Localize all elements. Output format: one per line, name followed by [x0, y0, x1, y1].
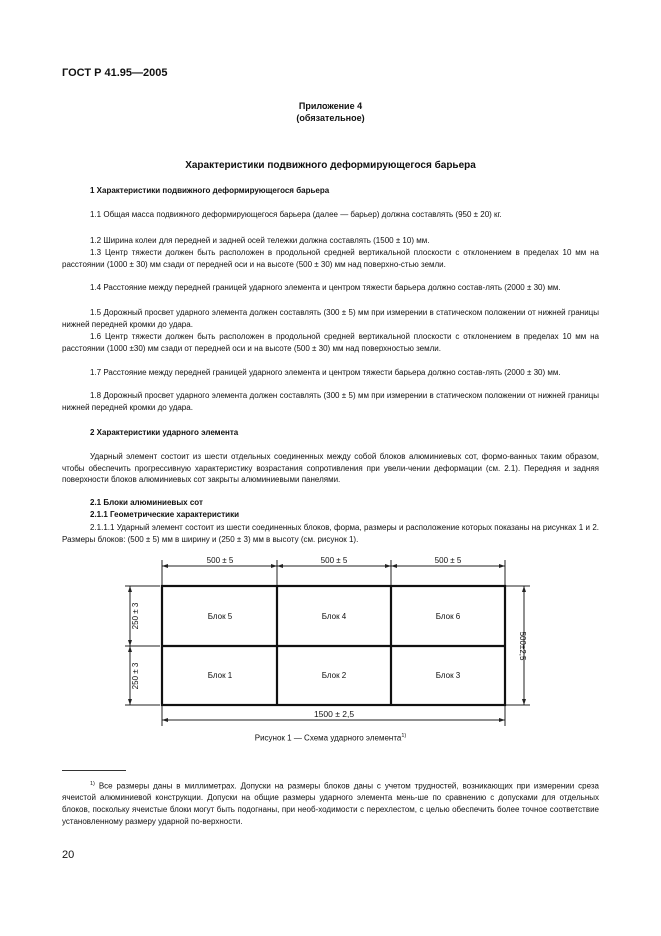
paragraph-1-1: 1.1 Общая масса подвижного деформирующегося барьера (далее — барьер) должна составлять (950 ± 20) кг. [90, 210, 502, 219]
dim-top-3: 500 ± 5 [434, 556, 462, 565]
paragraph-1-5: 1.5 Дорожный просвет ударного элемента должен составлять (300 ± 5) мм при измерении в статическом положении от нижней границы нижней передней кромки до удара. [62, 308, 599, 329]
subsection-2-1-1: 2.1.1 Геометрические характеристики [90, 510, 240, 519]
subsection-2-1: 2.1 Блоки алюминиевых сот [90, 498, 203, 507]
section-2-heading: 2 Характеристики ударного элемента [90, 428, 239, 437]
dim-right: 500±2,5 [518, 631, 527, 661]
document-header: ГОСТ Р 41.95—2005 [62, 67, 168, 79]
block-5: Блок 5 [207, 612, 233, 621]
footnote-text: Все размеры даны в миллиметрах. Допуски на размеры блоков даны с учетом трудностей, возникающих при измерении среза ячеистой алюминиевой конструкции. Допуски на общие размеры ударного элемента мень-ше по сравнению с допусками для отдельных блоков, поскольку ячеистые блоки могут быть подогнаны, при необ-ходимости с перехлестом, с целью обеспечить более точное соответствие установленному размеру ударной по-верхности. [62, 781, 599, 826]
section-2-intro: Ударный элемент состоит из шести отдельных соединенных между собой блоков алюминиевых сот, формо-ванных таким образом, чтобы обеспечить прогрессивную характеристику возрастания сопротивления при увели-чении деформации (см. 2.1). Передняя и задняя поверхности блоков алюминиевых сот закрыты алюминиевыми панелями. [62, 452, 599, 485]
annex-status: (обязательное) [296, 113, 365, 123]
main-title: Характеристики подвижного деформирующегося барьера [185, 160, 476, 171]
block-3: Блок 3 [435, 671, 461, 680]
paragraph-1-4: 1.4 Расстояние между передней границей ударного элемента и центром тяжести барьера должно состав-лять (2000 ± 30) мм. [90, 283, 561, 292]
figure-1-diagram [0, 545, 661, 735]
paragraph-1-7: 1.7 Расстояние между передней границей ударного элемента и центром тяжести барьера должно состав-лять (2000 ± 30) мм. [90, 368, 561, 377]
figure-caption-text: Рисунок 1 — Схема ударного элемента [254, 733, 402, 743]
paragraph-1-8: 1.8 Дорожный просвет ударного элемента должен составлять (300 ± 5) мм при измерении в статическом положении от нижней границы нижней передней кромки до удара. [62, 391, 599, 412]
block-2: Блок 2 [321, 671, 347, 680]
footnote-marker: 1) [90, 781, 95, 787]
annex-title [0, 100, 661, 124]
block-4: Блок 4 [321, 612, 347, 621]
footnote-divider [62, 770, 126, 771]
section-1-heading: 1 Характеристики подвижного деформирующегося барьера [90, 186, 330, 195]
annex-label: Приложение 4 [298, 101, 363, 111]
dim-left-upper: 250 ± 3 [131, 602, 140, 630]
footnote [62, 779, 599, 827]
page-number: 20 [62, 849, 75, 861]
block-1: Блок 1 [207, 671, 233, 680]
blocks-grid [162, 586, 505, 705]
paragraph-2-1-1-1: 2.1.1.1 Ударный элемент состоит из шести соединенных блоков, форма, размеры и расположение которых показаны на рисунках 1 и 2. Размеры блоков: (500 ± 5) мм в ширину и (250 ± 3) мм в высоту (см. рисунок 1). [62, 523, 599, 544]
paragraph-1-6: 1.6 Центр тяжести должен быть расположен в продольной средней вертикальной плоскости с отклонением в пределах 10 мм на расстоянии (1000 ±30) мм сзади от передней оси и на высоте (500 ± 30) мм над поверхностью земли. [62, 332, 599, 353]
paragraph-1-3: 1.3 Центр тяжести должен быть расположен в продольной средней вертикальной плоскости с отклонением в пределах 10 мм на расстоянии (1000 ± 30) мм сзади от передней оси и на высоте (500 ± 30) мм над поверхно-стью земли. [62, 248, 599, 269]
dim-top-2: 500 ± 5 [320, 556, 348, 565]
dim-bottom: 1500 ± 2,5 [313, 709, 355, 719]
paragraph-1-2: 1.2 Ширина колеи для передней и задней осей тележки должна составлять (1500 ± 10) мм. [90, 236, 430, 245]
figure-caption [0, 733, 661, 743]
figure-caption-footnote-mark: 1) [401, 733, 407, 739]
dim-top-1: 500 ± 5 [206, 556, 234, 565]
block-6: Блок 6 [435, 612, 461, 621]
dim-left-lower: 250 ± 3 [131, 662, 140, 690]
